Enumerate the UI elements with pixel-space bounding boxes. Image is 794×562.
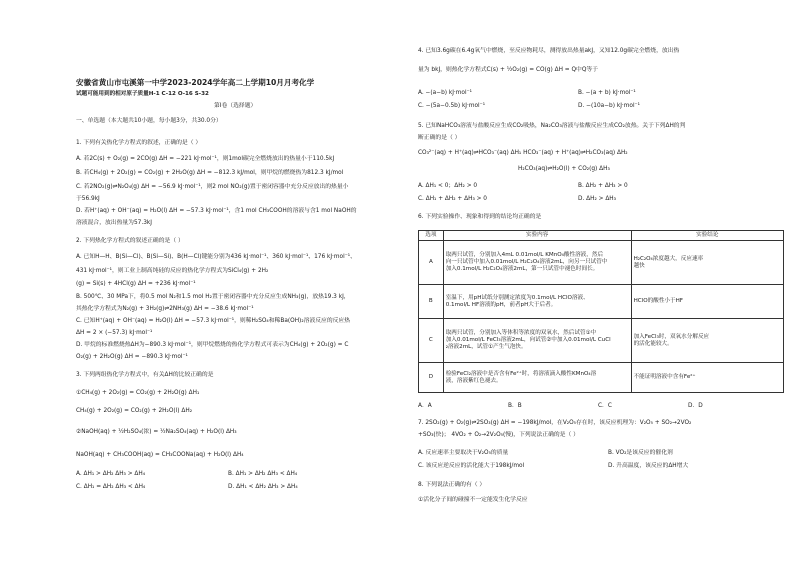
right-column (400, 0, 794, 562)
q3-option-d: D. ΔH₁ < ΔH₂ ΔH₃ > ΔH₄ (228, 484, 298, 490)
cell-text: ₂溶液2mL，试管①产生气泡快。 (445, 344, 527, 350)
cell-text: HClO的酸性小于HF (633, 298, 684, 304)
q5-stem: 5. 已知NaHCO₃溶液与盐酸反应生成CO₂吸热，Na₂CO₃溶液与盐酸反应生成CO₂放热。关于下列ΔH的判 (418, 123, 686, 129)
q6-stem: 6. 下列实验操作、现象和得到的结论均正确的是 (418, 214, 542, 220)
table-cell-conclusion (631, 285, 783, 319)
table-header-row (419, 231, 784, 241)
q5-option-a: A. ΔH₁ < 0；ΔH₂ > 0 (418, 183, 478, 189)
q3-equation-4: NaOH(aq) + CH₃COOH(aq) = CH₃COONa(aq) + H₂O(l) ΔH₄ (76, 452, 244, 458)
q1-option-c-cont: 于56.9kJ (76, 196, 100, 202)
q1-option-d: D. 若H⁺(aq) + OH⁻(aq) = H₂O(l) ΔH = −57.3 kJ·mol⁻¹，含1 mol CH₃COOH的溶液与含1 mol NaOH的 (76, 208, 357, 214)
q1-option-c: C. 若2NO₂(g)⇌N₂O₄(g) ΔH = −56.9 kJ·mol⁻¹，则2 mol NO₂(g)置于密闭容器中充分反应放出的热量小 (76, 184, 349, 190)
table-cell-conclusion (631, 319, 783, 363)
q5-stem-cont: 断正确的是（ ） (418, 135, 461, 141)
q2-option-b: B. 500℃、30 MPa下，将0.5 mol N₂和1.5 mol H₂置于密闭容器中充分反应生成NH₃(g)，放热19.3 kJ， (76, 294, 350, 300)
q7-stem: 7. 2SO₂(g) + O₂(g)⇌2SO₃(g) ΔH = −198kJ/mol，在V₂O₅存在时，该反应机理为：V₂O₅ + SO₂→2VO₂ (418, 420, 692, 426)
cell-text: 加入FeCl₃时，双氧水分解反应 (633, 333, 710, 340)
q3-stem: 3. 下列两组热化学方程式中，有关ΔH的比较正确的是 (76, 372, 214, 378)
q6-option-b: B．B (508, 403, 522, 409)
q7-stem-cont: +SO₃(快)； 4VO₂ + O₂→2V₂O₅(慢)，下列说法正确的是（ ） (418, 432, 579, 438)
q1-option-d-cont: 溶液混合，放出热量为57.3kJ (76, 220, 152, 226)
q7-option-b: B. VO₂是该反应的催化剂 (608, 450, 673, 456)
q4-option-d: D. −(10a−b) kJ·mol⁻¹ (578, 103, 640, 109)
q7-option-a: A. 反应速率主要取决于V₂O₅的质量 (418, 450, 509, 456)
q1-option-a: A. 若2C(s) + O₂(g) = 2CO(g) ΔH = −221 kJ·mol⁻¹，则1mol碳完全燃烧放出的热量小于110.5kJ (76, 156, 335, 162)
table-cell-conclusion (631, 363, 783, 393)
q3-option-a: A. ΔH₁ > ΔH₂ ΔH₃ > ΔH₄ (76, 471, 146, 477)
q3-equation-3: ②NaOH(aq) + ½H₂SO₄(浓) = ½Na₂SO₄(aq) + H₂O(l) ΔH₃ (76, 429, 237, 435)
table-cell-content (443, 363, 631, 393)
q2-option-d-cont: O₂(g) + 2H₂O(g) ΔH = −890.3 kJ·mol⁻¹ (76, 354, 188, 360)
q2-option-c-cont: ΔH = 2 × (−57.3) kJ·mol⁻¹ (76, 330, 153, 336)
q3-equation-2: CH₄(g) + 2O₂(g) = CO₂(g) + 2H₂O(l) ΔH₂ (76, 408, 193, 414)
table-cell-conclusion (631, 241, 783, 285)
cell-text: 0.1mol/L HF溶液的pH，前者pH大于后者。 (445, 301, 557, 308)
cell-text: 向一只试管中加入0.01mol/L H₂C₂O₄溶液2mL，向另一只试管中 (445, 259, 608, 265)
cell-text: 室温下，用pH试纸分别测定浓度为0.1mol/L HClO溶液、 (445, 294, 589, 301)
cell-text: 检验FeCl₂溶液中是否含有Fe²⁺时，将溶液滴入酸性KMnO₄溶 (445, 370, 597, 377)
table-header-option: 选项 (419, 231, 444, 241)
q2-option-a-cont1: 431 kJ·mol⁻¹，则工业上制高纯硅的反应的热化学方程式为SiCl₄(g) + 2H₂ (76, 268, 269, 274)
cell-text: 取两只试管，分别加入4mL 0.01mol/L KMnO₄酸性溶液，然后 (445, 252, 604, 258)
cell-text: 越快 (633, 262, 645, 269)
q3-option-c: C. ΔH₁ = ΔH₂ ΔH₃ < ΔH₄ (76, 484, 146, 490)
q4-option-c: C. −(5a−0.5b) kJ·mol⁻¹ (418, 103, 486, 109)
q4-option-a: A. −(a−b) kJ·mol⁻¹ (418, 90, 472, 96)
q1-option-b: B. 若CH₄(g) + 2O₂(g) = CO₂(g) + 2H₂O(g) ΔH = −812.3 kJ/mol，则甲烷的燃烧热为812.3 kJ/mol (76, 170, 344, 176)
table-cell-content (443, 319, 631, 363)
cell-text: 的活化能较大。 (633, 340, 673, 347)
q5-option-c: C. ΔH₁ + ΔH₂ + ΔH₃ > 0 (418, 196, 487, 202)
q6-option-c: C．C (598, 403, 612, 409)
table-cell-content (443, 241, 631, 285)
exam-title-line2: 试题可能用到的相对原子质量H-1 C-12 O-16 S-32 (76, 91, 209, 97)
q3-option-b: B. ΔH₁ > ΔH₂ ΔH₃ < ΔH₄ (228, 471, 298, 477)
table-cell-option: C (419, 319, 444, 363)
q5-option-d: D. ΔH₂ > ΔH₃ (578, 196, 616, 202)
q5-option-b: B. ΔH₂ + ΔH₃ > 0 (578, 183, 628, 189)
q2-stem: 2. 下列热化学方程式的叙述正确的是（ ） (76, 238, 184, 244)
q5-equation-2: H₂CO₃(aq)⇌H₂O(l) + CO₂(g) ΔH₃ (518, 166, 610, 172)
q4-stem-cont: 量为 bkJ，则热化学方程式C(s) + ½O₂(g) = CO(g) ΔH = Q中Q等于 (418, 67, 598, 73)
table-row (419, 241, 784, 285)
cell-text: 加入0.1mol/L H₂C₂O₄溶液2mL，第一只试管中褪色时间长。 (445, 266, 599, 272)
cell-text: 液，溶液紫红色褪去。 (445, 377, 502, 384)
table-cell-option: B (419, 285, 444, 319)
table-row (419, 319, 784, 363)
table-cell-option: A (419, 241, 444, 285)
q4-option-b: B. −(a + b) kJ·mol⁻¹ (578, 90, 636, 96)
q7-option-d: D. 升高温度，该反应的ΔH增大 (608, 463, 689, 469)
table-row (419, 285, 784, 319)
table-cell-content (443, 285, 631, 319)
q8-stem: 8. 下列说法正确的有（ ） (418, 482, 486, 488)
table-row (419, 363, 784, 393)
cell-text: 取两只试管，分别加入等体积等浓度的双氧水，然后试管①中 (445, 330, 597, 336)
table-cell-option: D (419, 363, 444, 393)
cell-text: H₂C₂O₄浓度越大，反应速率 (633, 255, 704, 262)
q4-stem: 4. 已知3.6g碳在6.4g氧气中燃烧，至反应物耗尽，测得放出热量akJ，又知12.0g碳完全燃烧，放出热 (418, 48, 680, 54)
q7-option-c: C. 该反应逆反应的活化能大于198kJ/mol (418, 463, 525, 469)
experiment-table (418, 230, 784, 393)
part-heading: 第Ⅰ卷（选择题） (214, 103, 257, 109)
q2-option-b-cont: 其热化学方程式为N₂(g) + 3H₂(g)⇌2NH₃(g) ΔH = −38.6 kJ·mol⁻¹ (76, 306, 254, 312)
exam-title-line1: 安徽省黄山市屯溪第一中学2023-2024学年高二上学期10月月考化学 (76, 78, 315, 87)
table-header-conclusion: 实验结论 (631, 231, 783, 241)
q6-option-a: A．A (418, 403, 432, 409)
q3-equation-1: ①CH₄(g) + 2O₂(g) = CO₂(g) + 2H₂O(g) ΔH₁ (76, 390, 200, 396)
q6-option-d: D．D (688, 403, 703, 409)
q2-option-c: C. 已知H⁺(aq) + OH⁻(aq) = H₂O(l) ΔH = −57.3 kJ·mol⁻¹，则稀H₂SO₄和稀Ba(OH)₂溶液反应的反应热 (76, 318, 351, 324)
cell-text: 不能证明溶液中含有Fe²⁺ (633, 374, 696, 380)
table-header-content: 实验内容 (443, 231, 631, 241)
q5-equation-1: CO₃²⁻(aq) + H⁺(aq)⇌HCO₃⁻(aq) ΔH₁ HCO₃⁻(aq) + H⁺(aq)⇌H₂CO₃(aq) ΔH₂ (418, 150, 628, 156)
q1-stem: 1. 下列有关热化学方程式的叙述，正确的是（ ） (76, 140, 202, 146)
section-heading: 一、单选题（本大题共10小题，每小题3分，共30.0分） (76, 118, 222, 124)
q2-option-a-cont2: (g) = Si(s) + 4HCl(g) ΔH = +236 kJ·mol⁻¹ (76, 281, 196, 287)
q8-statement-1: ①活化分子间的碰撞不一定能发生化学反应 (418, 497, 528, 503)
cell-text: 加入0.01mol/L FeCl₃溶液2mL，向试管②中加入0.01mol/L CuCl (445, 337, 611, 343)
q2-option-d: D. 甲烷的标准燃烧热ΔH为−890.3 kJ·mol⁻¹，则甲烷燃烧的热化学方程式可表示为CH₄(g) + 2O₂(g) = C (76, 342, 349, 348)
q2-option-a: A. 已知H—H、B(Si—Cl)、B(Si—Si)、B(H—Cl)键能分别为436 kJ·mol⁻¹、360 kJ·mol⁻¹、176 kJ·mol⁻¹、 (76, 254, 356, 260)
